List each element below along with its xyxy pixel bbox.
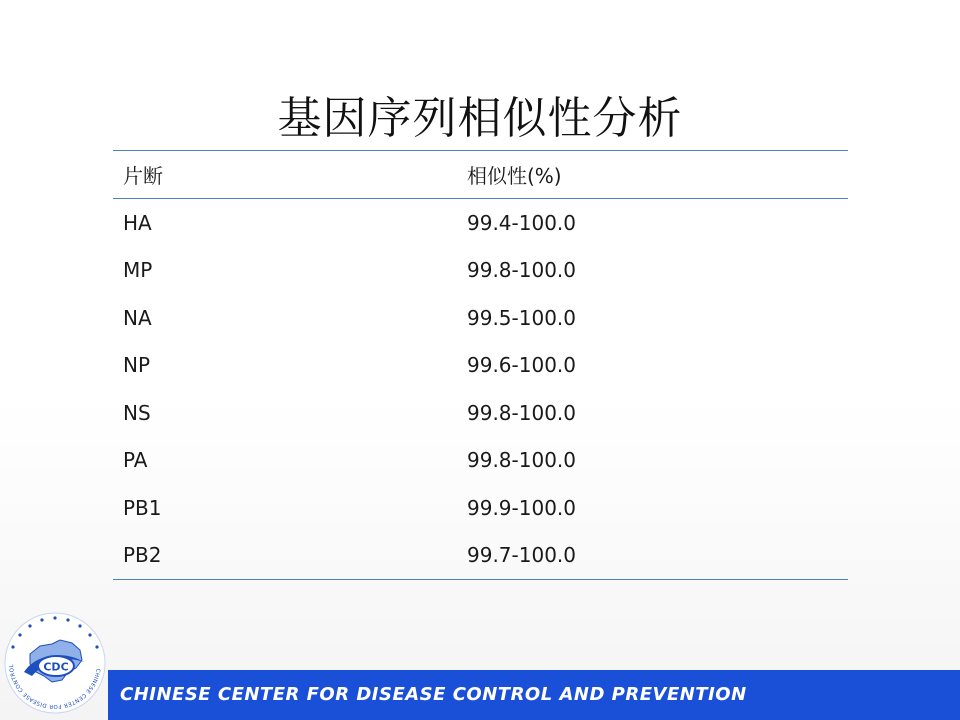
- segment-cell: NP: [123, 353, 151, 378]
- table-row: [113, 247, 848, 295]
- similarity-cell: 99.4-100.0: [467, 210, 577, 235]
- table-row: [113, 437, 848, 485]
- segment-cell: PB1: [123, 495, 162, 520]
- footer-bar: [108, 670, 960, 720]
- table-row: [113, 532, 848, 580]
- table-row: [113, 199, 848, 247]
- segment-cell: HA: [123, 210, 152, 235]
- similarity-cell: 99.8-100.0: [467, 448, 577, 473]
- segment-cell: PA: [123, 448, 148, 473]
- cdc-logo: [2, 610, 108, 716]
- logo-cdc-text: CDC: [43, 660, 69, 674]
- table-row: [113, 484, 848, 532]
- logo-ring-text: CHINESE CENTER FOR DISEASE CONTROL: [8, 663, 101, 710]
- similarity-cell: 99.8-100.0: [467, 400, 577, 425]
- header-segment: 片断: [123, 164, 163, 188]
- table-row: [113, 294, 848, 342]
- cdc-logo-icon: [2, 610, 108, 716]
- table-header-row: [113, 151, 848, 199]
- segment-cell: NS: [123, 400, 151, 425]
- similarity-cell: 99.8-100.0: [467, 258, 577, 283]
- segment-cell: NA: [123, 305, 152, 330]
- similarity-cell: 99.7-100.0: [467, 543, 577, 568]
- table-row: [113, 342, 848, 390]
- segment-cell: PB2: [123, 543, 162, 568]
- footer-org-name: CHINESE CENTER FOR DISEASE CONTROL AND PREVENTION: [120, 684, 747, 705]
- header-similarity: 相似性(%): [467, 164, 562, 188]
- similarity-cell: 99.5-100.0: [467, 305, 577, 330]
- similarity-table: [113, 150, 848, 580]
- slide-title: 基因序列相似性分析: [277, 93, 683, 144]
- table-row: [113, 389, 848, 437]
- similarity-cell: 99.9-100.0: [467, 495, 577, 520]
- similarity-cell: 99.6-100.0: [467, 353, 577, 378]
- segment-cell: MP: [123, 258, 153, 283]
